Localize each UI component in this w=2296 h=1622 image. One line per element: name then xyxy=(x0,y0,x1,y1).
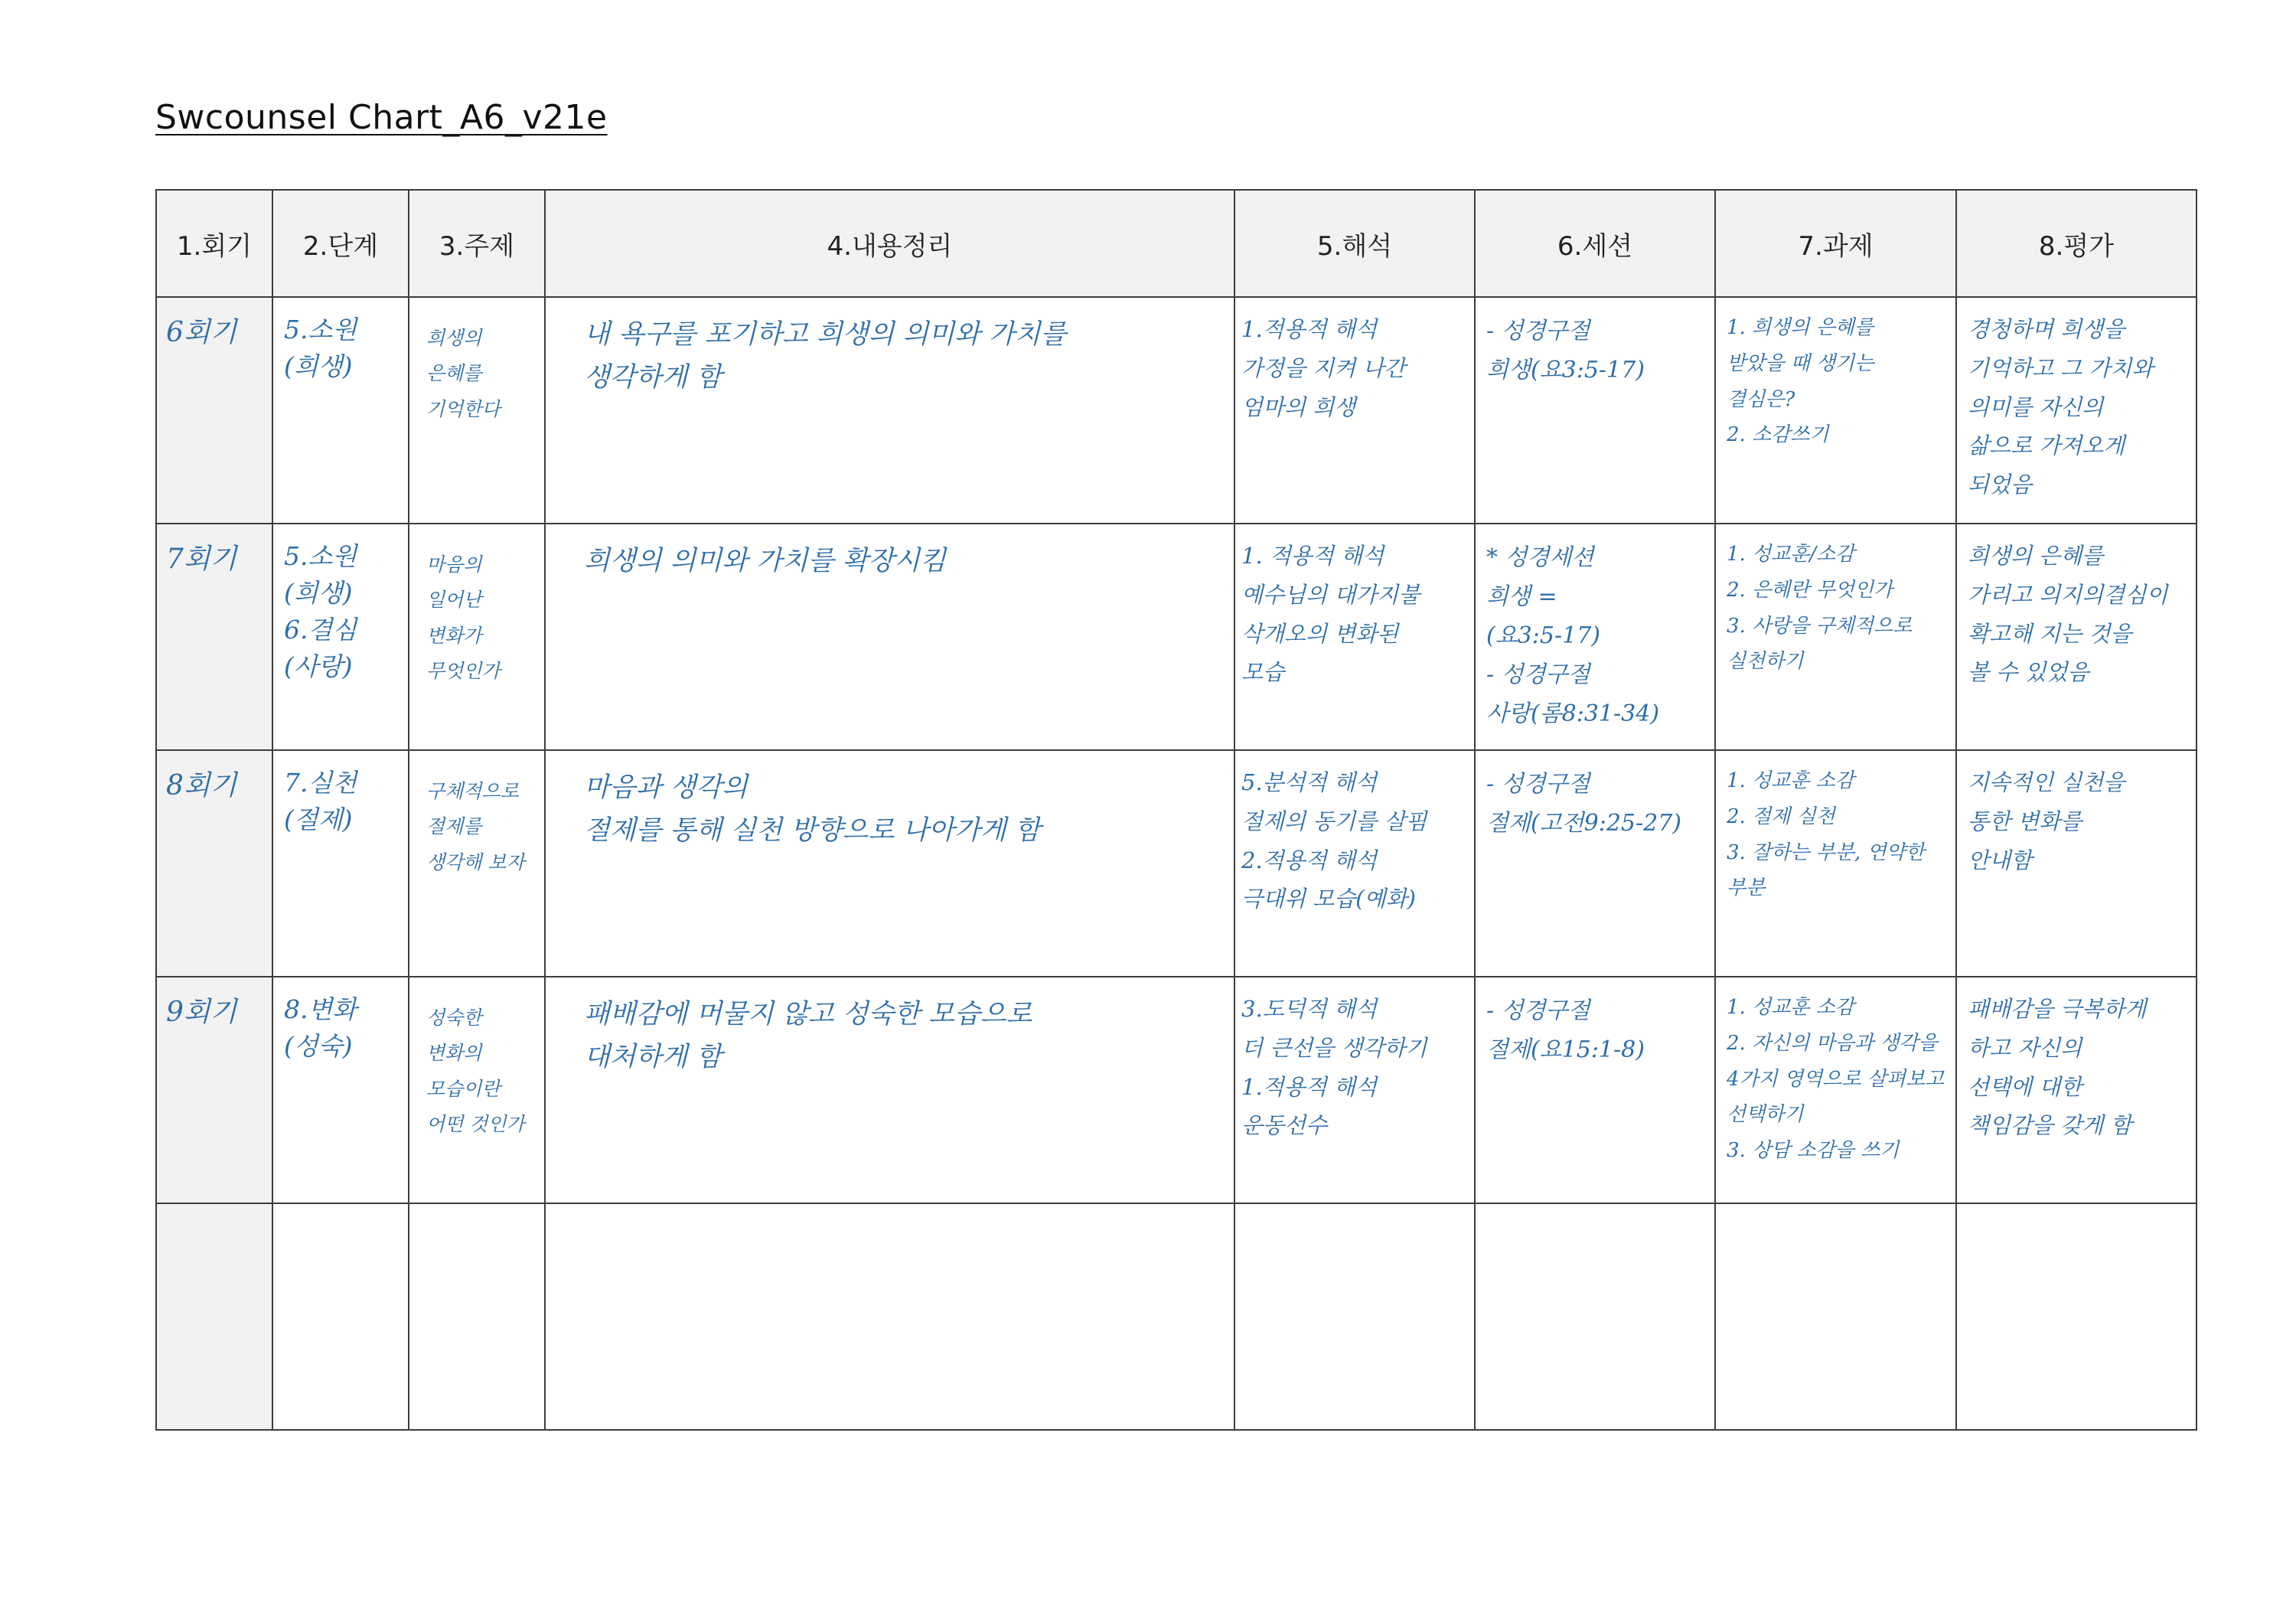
topic-line: 마음의 xyxy=(426,553,482,576)
stage-cell xyxy=(272,977,409,1203)
header-topic: 3.주제 xyxy=(409,190,545,297)
evaluation-line: 삶으로 가져오게 xyxy=(1968,432,2125,459)
topic-cell xyxy=(409,524,545,750)
section-line: (요3:5-17) xyxy=(1486,622,1600,649)
session-cell xyxy=(156,297,272,524)
summary-cell xyxy=(545,977,1234,1203)
analysis-cell xyxy=(1234,297,1475,524)
header-section: 6.세션 xyxy=(1475,190,1715,297)
task-line: 1. 성교훈 소감 xyxy=(1727,996,1854,1019)
analysis-line: 5.분석적 해석 xyxy=(1241,769,1377,795)
topic-line: 어떤 것인가 xyxy=(426,1112,525,1135)
topic-line: 생각해 보자 xyxy=(426,850,525,873)
table-row-empty xyxy=(156,1203,2197,1430)
evaluation-line: 의미를 자신의 xyxy=(1968,393,2104,420)
task-cell xyxy=(1715,977,1956,1203)
analysis-cell xyxy=(1234,524,1475,750)
table-row xyxy=(156,750,2197,977)
task-line: 2. 자신의 마음과 생각을 xyxy=(1727,1031,1938,1055)
section-cell xyxy=(1475,1203,1715,1430)
analysis-line: 3.도덕적 해석 xyxy=(1241,996,1377,1022)
section-line: 희생 = xyxy=(1486,583,1557,610)
header-session: 1.회기 xyxy=(156,190,272,297)
task-line: 1. 희생의 은혜를 xyxy=(1727,316,1874,339)
topic-line: 모습이란 xyxy=(426,1077,501,1100)
summary-line: 패배감에 머물지 않고 성숙한 모습으로 xyxy=(584,999,1032,1030)
evaluation-line: 패배감을 극복하게 xyxy=(1968,996,2147,1022)
topic-line: 무엇인가 xyxy=(426,659,501,682)
stage-line: (절제) xyxy=(284,804,353,834)
section-line: * 성경세션 xyxy=(1486,544,1594,571)
session-cell xyxy=(156,750,272,977)
header-evaluation: 8.평가 xyxy=(1956,190,2197,297)
task-line: 3. 잘하는 부분, 연약한 부분 xyxy=(1727,840,1925,900)
summary-line: 생각하게 함 xyxy=(584,362,722,393)
evaluation-line: 되었음 xyxy=(1968,472,2033,498)
evaluation-line: 희생의 은혜를 xyxy=(1968,543,2104,569)
section-line: 희생(요3:5-17) xyxy=(1486,357,1645,383)
analysis-cell xyxy=(1234,977,1475,1203)
stage-cell xyxy=(272,750,409,977)
topic-line: 변화의 xyxy=(426,1042,482,1065)
summary-line: 절제를 통해 실천 방향으로 나아가게 함 xyxy=(584,815,1041,846)
section-line: - 성경구절 xyxy=(1486,318,1590,344)
session-cell xyxy=(156,977,272,1203)
analysis-line: 더 큰선을 생각하기 xyxy=(1241,1034,1427,1061)
session-cell xyxy=(156,1203,272,1430)
analysis-line: 1.적용적 해석 xyxy=(1241,1073,1377,1100)
section-line: - 성경구절 xyxy=(1486,997,1590,1024)
analysis-line: 운동선수 xyxy=(1241,1112,1328,1139)
stage-line: 5.소원 xyxy=(284,541,357,571)
stage-line: (희생) xyxy=(284,577,353,608)
task-cell xyxy=(1715,750,1956,977)
analysis-line: 2.적용적 해석 xyxy=(1241,847,1377,873)
stage-line: (희생) xyxy=(284,351,353,381)
stage-cell xyxy=(272,297,409,524)
task-line: 선택하기 xyxy=(1727,1103,1804,1127)
analysis-cell xyxy=(1234,750,1475,977)
task-line: 1. 성교훈 소감 xyxy=(1727,769,1854,792)
session-label: 6회기 xyxy=(166,317,237,348)
section-cell xyxy=(1475,750,1715,977)
section-line: 절제(요15:1-8) xyxy=(1486,1036,1645,1063)
section-cell xyxy=(1475,524,1715,750)
topic-line: 성숙한 xyxy=(426,1007,482,1029)
header-summary: 4.내용정리 xyxy=(545,190,1234,297)
evaluation-line: 확고해 지는 것을 xyxy=(1968,620,2132,647)
evaluation-line: 가리고 의지의결심이 xyxy=(1968,581,2168,608)
task-line: 2. 소감쓰기 xyxy=(1727,423,1829,447)
table-row xyxy=(156,977,2197,1203)
summary-line: 대처하게 함 xyxy=(584,1042,722,1072)
summary-line: 내 욕구를 포기하고 희생의 의미와 가치를 xyxy=(584,319,1067,350)
analysis-line: 극대위 모습(예화) xyxy=(1241,886,1416,912)
task-line: 실천하기 xyxy=(1727,650,1804,674)
task-cell xyxy=(1715,524,1956,750)
evaluation-cell xyxy=(1956,1203,2197,1430)
task-line: 3. 사랑을 구체적으로 xyxy=(1727,614,1913,638)
session-label: 7회기 xyxy=(166,543,237,575)
stage-line: 5.소원 xyxy=(284,315,357,344)
table-row xyxy=(156,297,2197,524)
stage-line: 6.결심 xyxy=(284,614,357,645)
evaluation-line: 기억하고 그 가치와 xyxy=(1968,354,2154,381)
summary-line: 마음과 생각의 xyxy=(584,772,748,803)
task-line: 3. 상담 소감을 쓰기 xyxy=(1727,1139,1900,1163)
stage-cell xyxy=(272,1203,409,1430)
section-cell xyxy=(1475,977,1715,1203)
task-line: 4가지 영역으로 살펴보고 xyxy=(1727,1067,1945,1091)
header-task: 7.과제 xyxy=(1715,190,1956,297)
summary-cell xyxy=(545,297,1234,524)
summary-cell xyxy=(545,750,1234,977)
task-line: 2. 은혜란 무엇인가 xyxy=(1727,578,1893,602)
topic-cell xyxy=(409,977,545,1203)
topic-line: 변화가 xyxy=(426,624,482,647)
evaluation-line: 하고 자신의 xyxy=(1968,1034,2082,1061)
section-cell xyxy=(1475,297,1715,524)
evaluation-cell xyxy=(1956,750,2197,977)
analysis-line: 1.적용적 해석 xyxy=(1241,316,1377,342)
evaluation-line: 통한 변화를 xyxy=(1968,808,2082,834)
analysis-line: 삭개오의 변화된 xyxy=(1241,620,1399,647)
analysis-line: 절제의 동기를 살핌 xyxy=(1241,808,1427,834)
analysis-line: 모습 xyxy=(1241,659,1285,686)
topic-cell xyxy=(409,750,545,977)
stage-line: 8.변화 xyxy=(284,994,357,1024)
analysis-line: 엄마의 희생 xyxy=(1241,393,1356,420)
evaluation-line: 책임감을 갖게 함 xyxy=(1968,1112,2132,1139)
evaluation-cell xyxy=(1956,977,2197,1203)
session-cell xyxy=(156,524,272,750)
analysis-cell xyxy=(1234,1203,1475,1430)
evaluation-line: 선택에 대한 xyxy=(1968,1073,2082,1100)
task-line: 받았을 때 생기는 xyxy=(1727,351,1874,375)
topic-line: 일어난 xyxy=(426,589,482,612)
topic-cell xyxy=(409,297,545,524)
evaluation-line: 경청하며 희생을 xyxy=(1968,316,2125,342)
topic-line: 기억한다 xyxy=(426,397,501,420)
session-label: 8회기 xyxy=(166,770,237,801)
evaluation-cell xyxy=(1956,297,2197,524)
summary-cell xyxy=(545,524,1234,750)
header-analysis: 5.해석 xyxy=(1234,190,1475,297)
topic-cell xyxy=(409,1203,545,1430)
summary-cell xyxy=(545,1203,1234,1430)
task-line: 2. 절제 실천 xyxy=(1727,804,1835,828)
stage-cell xyxy=(272,524,409,750)
table-row xyxy=(156,524,2197,750)
section-line: - 성경구절 xyxy=(1486,661,1590,688)
task-cell xyxy=(1715,297,1956,524)
topic-line: 은혜를 xyxy=(426,362,482,385)
topic-line: 구체적으로 xyxy=(426,780,519,802)
topic-line: 절제를 xyxy=(426,815,482,838)
section-line: 사랑(롬8:31-34) xyxy=(1486,700,1660,727)
analysis-line: 가정을 지켜 나간 xyxy=(1241,354,1406,381)
analysis-line: 예수님의 대가지불 xyxy=(1241,581,1420,608)
header-stage: 2.단계 xyxy=(272,190,409,297)
evaluation-cell xyxy=(1956,524,2197,750)
session-label: 9회기 xyxy=(166,997,237,1028)
evaluation-line: 지속적인 실천을 xyxy=(1968,769,2125,795)
page-title: Swcounsel Chart_A6_v21e xyxy=(155,98,608,137)
task-line: 1. 성교훈/소감 xyxy=(1727,543,1855,566)
stage-line: 7.실천 xyxy=(284,768,357,798)
stage-line: (성숙) xyxy=(284,1030,353,1061)
stage-line: (사랑) xyxy=(284,651,353,681)
topic-line: 희생의 xyxy=(426,327,482,349)
task-cell xyxy=(1715,1203,1956,1430)
section-line: 절제(고전9:25-27) xyxy=(1486,810,1682,837)
evaluation-line: 볼 수 있었음 xyxy=(1968,659,2089,686)
evaluation-line: 안내함 xyxy=(1968,847,2033,873)
section-line: - 성경구절 xyxy=(1486,771,1590,798)
analysis-line: 1. 적용적 해석 xyxy=(1241,543,1384,569)
header-row xyxy=(156,190,2197,297)
summary-line: 희생의 의미와 가치를 확장시킴 xyxy=(584,546,946,576)
counsel-chart-table xyxy=(155,189,2197,1431)
task-line: 결심은? xyxy=(1727,387,1795,411)
